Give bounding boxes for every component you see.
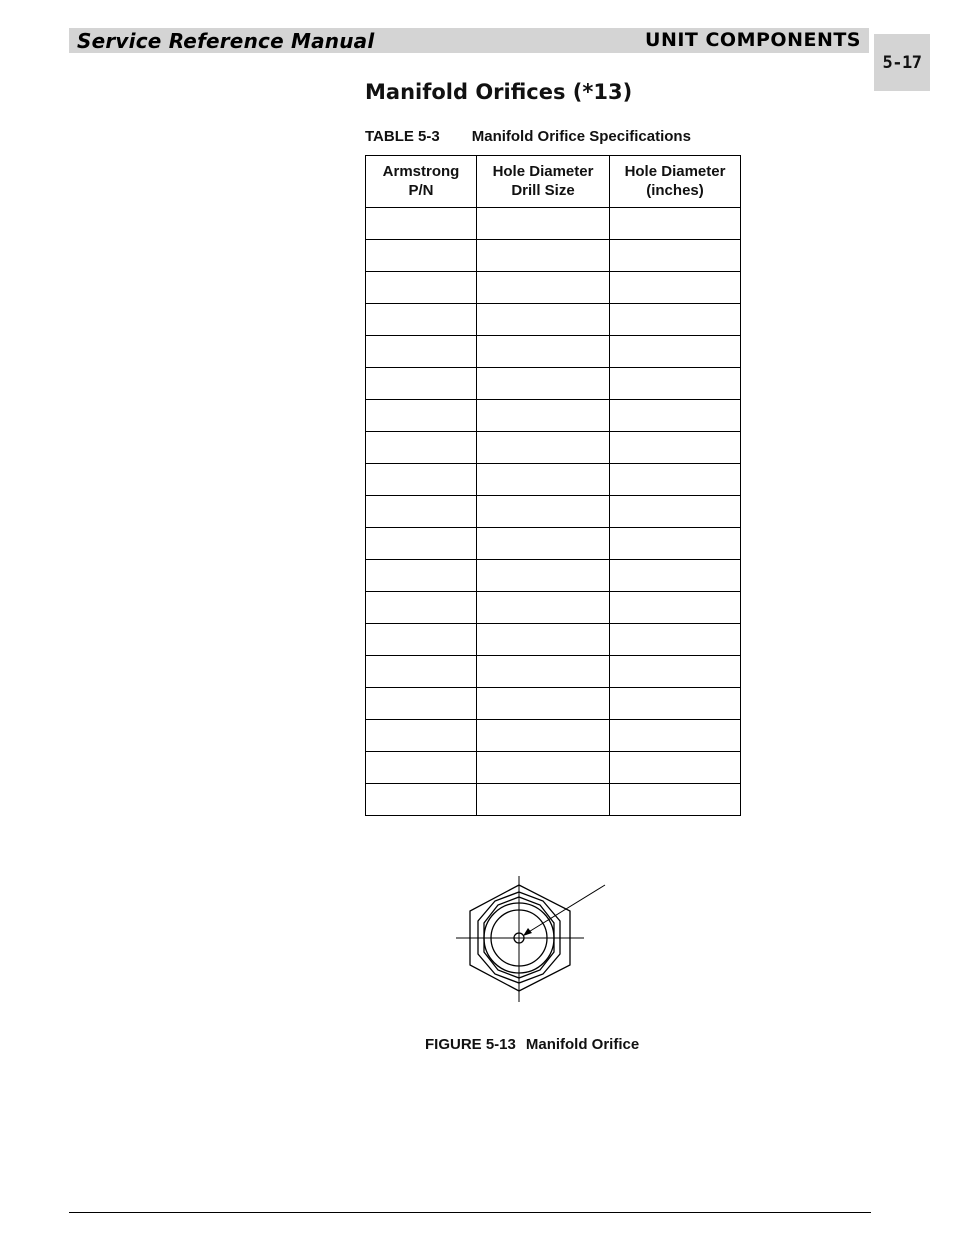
table-row [366,752,741,784]
table-cell [610,368,741,400]
table-cell [366,336,477,368]
table-cell [477,304,610,336]
table-cell [610,784,741,816]
table-cell [366,240,477,272]
table-cell [366,304,477,336]
table-cell [366,560,477,592]
table-cell [477,208,610,240]
table-cell [610,720,741,752]
table-cell [366,592,477,624]
table-cell [610,336,741,368]
table-cell [610,432,741,464]
table-cell [477,400,610,432]
table-row [366,688,741,720]
table-title: Manifold Orifice Specifications [471,128,691,145]
table-cell [366,400,477,432]
table-cell [366,656,477,688]
table-cell [366,208,477,240]
table-caption [365,128,691,145]
table-row [366,432,741,464]
table-cell [366,720,477,752]
table-row [366,720,741,752]
table-cell [477,336,610,368]
manual-title: Service Reference Manual [77,29,375,53]
table-cell [366,624,477,656]
table-cell [610,208,741,240]
leader-arrowhead [523,928,532,936]
table-cell [610,752,741,784]
table-row [366,592,741,624]
table-cell [366,688,477,720]
table-cell [477,560,610,592]
table-cell [477,368,610,400]
table-cell [610,688,741,720]
table-cell [610,464,741,496]
chapter-title: UNIT COMPONENTS [645,29,861,51]
table-cell [477,752,610,784]
table-row [366,528,741,560]
table-label: TABLE 5-3 [365,128,440,145]
table-cell [610,528,741,560]
table-row [366,400,741,432]
table-body [366,208,741,816]
table-cell [477,784,610,816]
table-row [366,560,741,592]
column-header-line: Hole Diameter (inches) [624,163,726,199]
table-cell [366,784,477,816]
table-cell [610,624,741,656]
table-cell [610,272,741,304]
table-cell [477,624,610,656]
table-cell [366,464,477,496]
table-cell [477,688,610,720]
table-cell [477,656,610,688]
table-cell [366,528,477,560]
table-cell [477,720,610,752]
column-header-inches [610,156,741,208]
orifice-spec-table [365,155,741,816]
table-cell [610,400,741,432]
column-header-line: Armstrong P/N [382,163,460,199]
table-cell [477,592,610,624]
table-cell [477,272,610,304]
figure-title: Manifold Orifice [525,1036,640,1053]
table-cell [610,592,741,624]
page-number-tab [874,34,930,91]
table-row [366,240,741,272]
table-cell [477,496,610,528]
table-row [366,624,741,656]
table-row [366,464,741,496]
manifold-orifice-diagram [450,870,620,1010]
figure-caption [425,1036,639,1053]
table-row [366,656,741,688]
page-number: 5-17 [882,52,922,73]
section-title: Manifold Orifices (*13) [365,80,633,104]
column-header-drill-size [477,156,610,208]
table-row [366,368,741,400]
table-cell [366,432,477,464]
footer-rule [69,1212,871,1213]
table-row [366,272,741,304]
table-row [366,336,741,368]
table-cell [366,272,477,304]
column-header-line: Hole Diameter Drill Size [492,163,594,199]
table-cell [477,464,610,496]
table-cell [366,368,477,400]
column-header-part-number [366,156,477,208]
table-row [366,304,741,336]
table-row [366,496,741,528]
table-cell [610,304,741,336]
table-cell [610,560,741,592]
table-cell [610,656,741,688]
table-cell [366,752,477,784]
table-cell [610,496,741,528]
header-bar [69,28,869,53]
table-cell [610,240,741,272]
table-cell [366,496,477,528]
table-cell [477,432,610,464]
table-row [366,784,741,816]
table-cell [477,528,610,560]
table-row [366,208,741,240]
table-cell [477,240,610,272]
figure-label: FIGURE 5-13 [425,1036,516,1053]
table-header-row [366,156,741,208]
